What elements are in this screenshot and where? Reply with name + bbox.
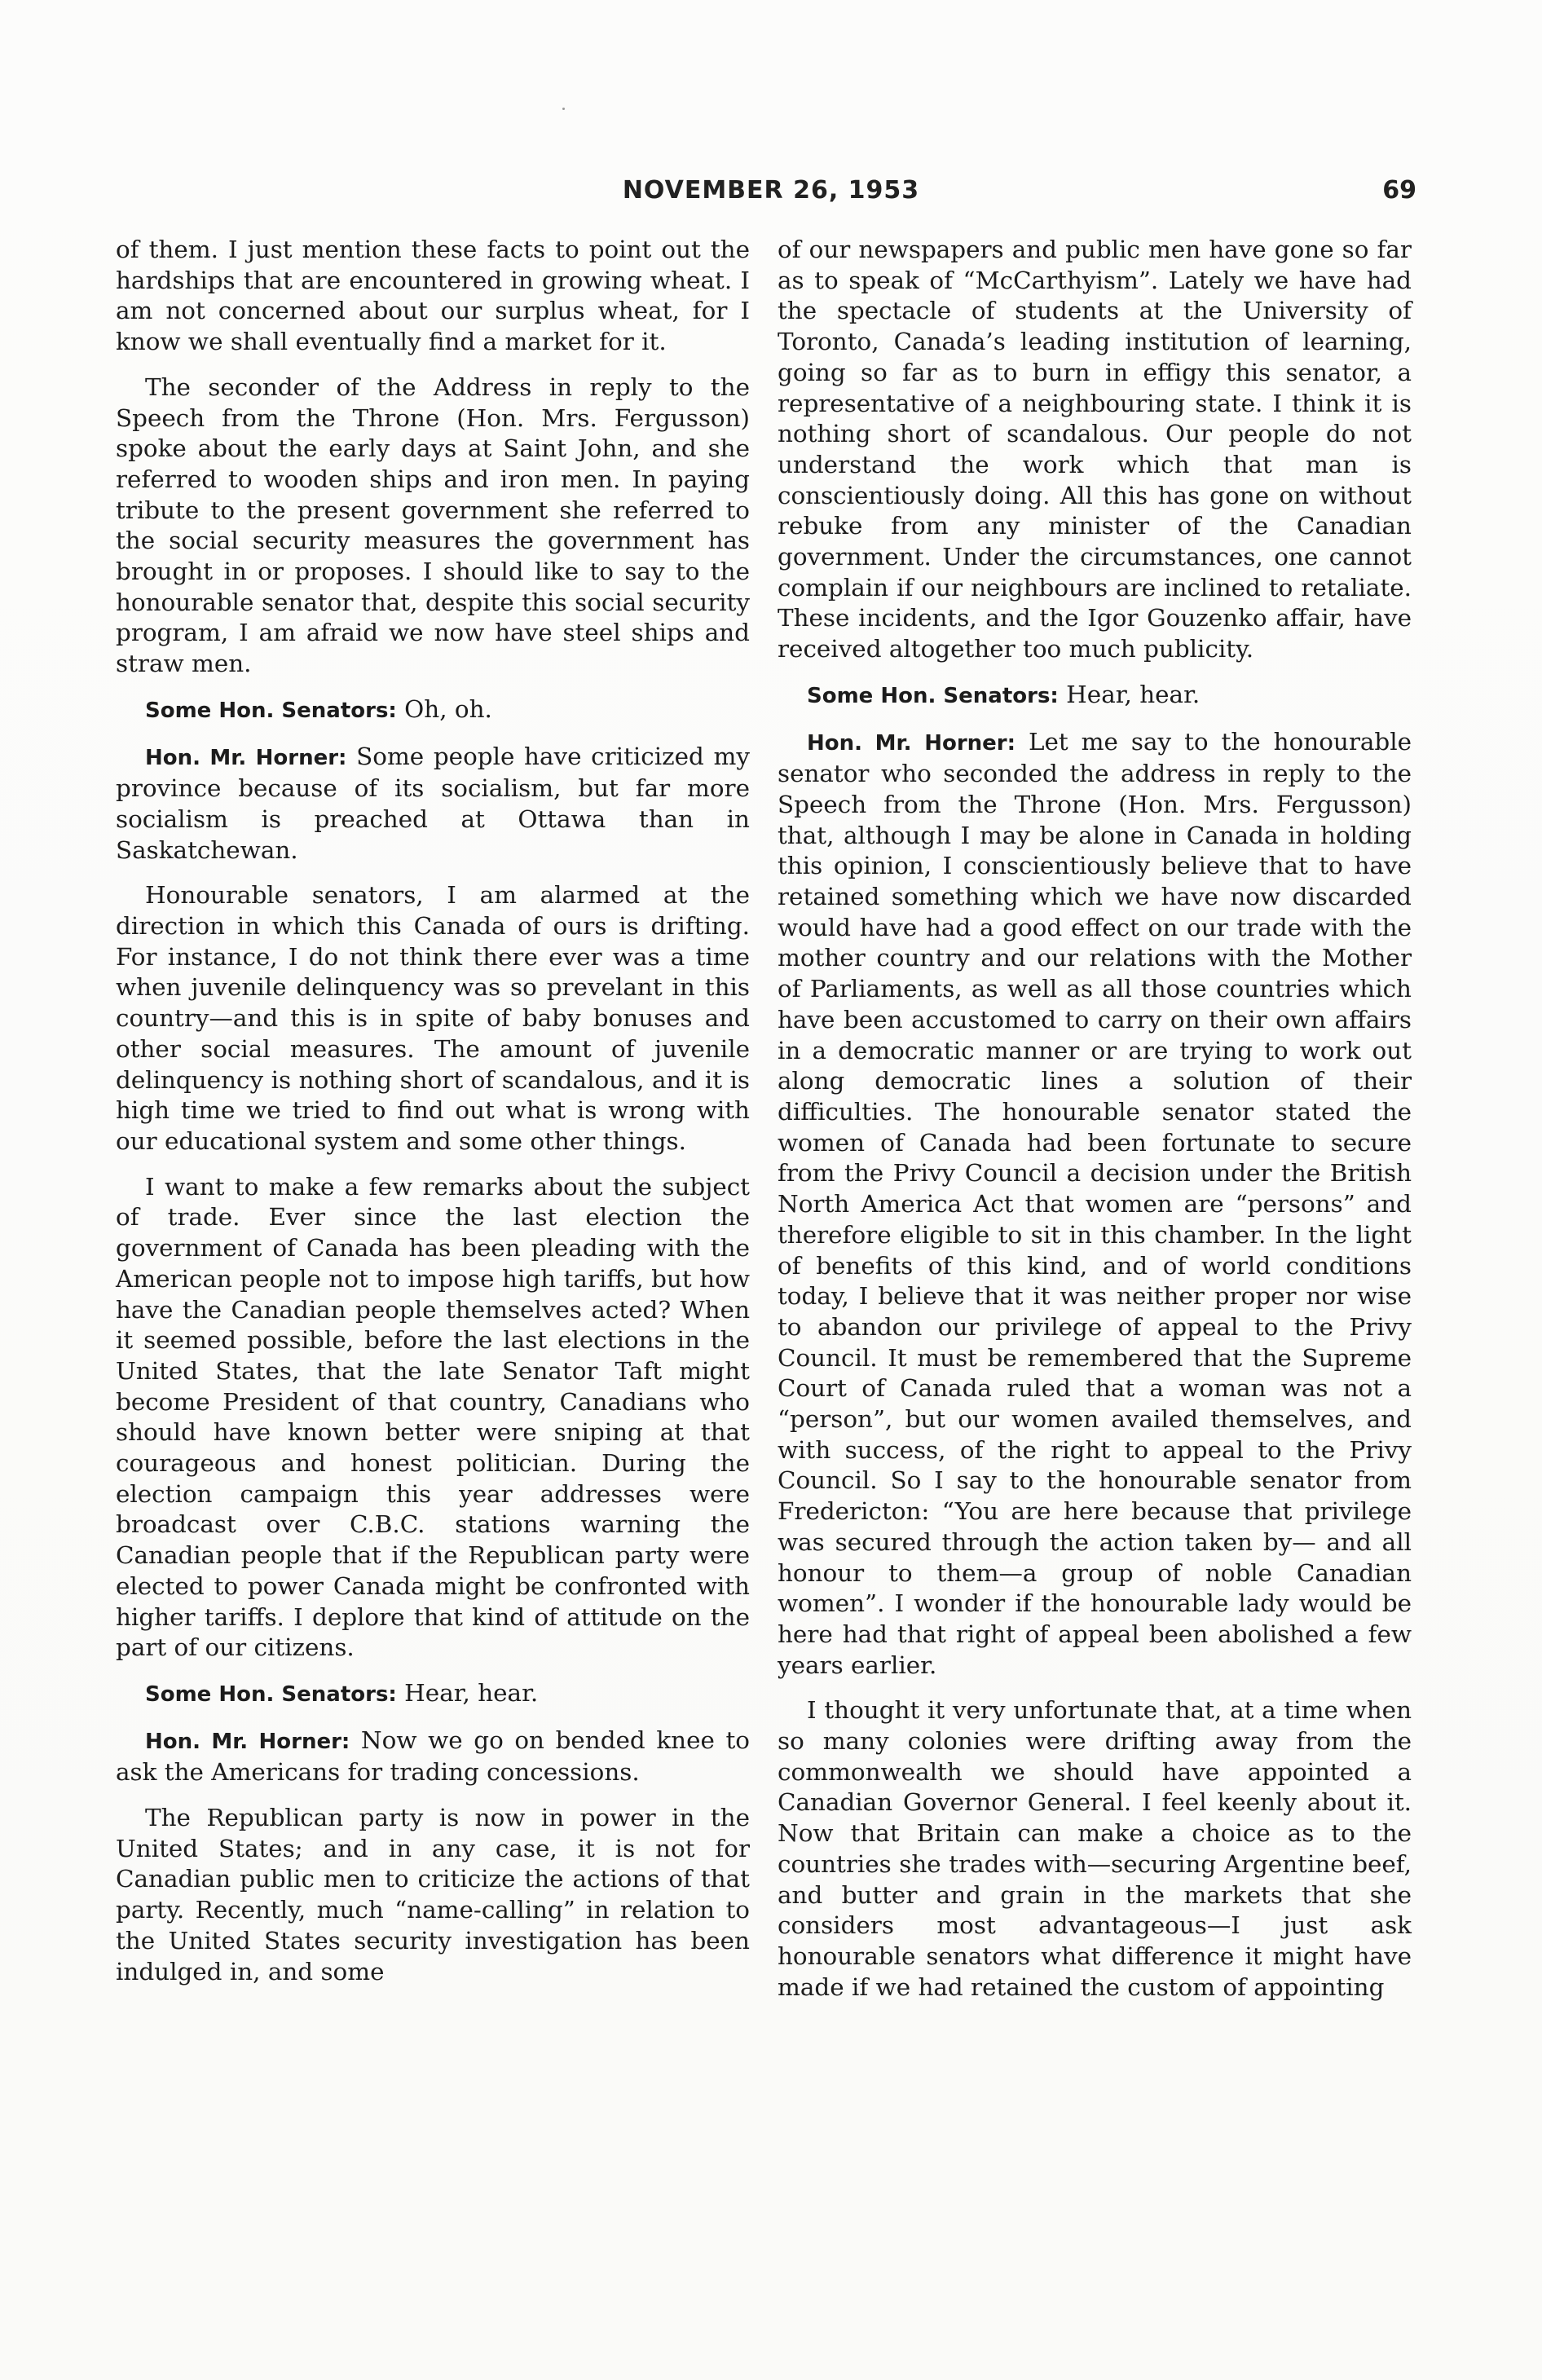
- paragraph: [116, 1803, 750, 1987]
- speech-paragraph: [116, 1726, 750, 1788]
- paragraph-text: of them. I just mention these facts to point out the hardships that are encountered in growing wheat. I am not concerned about our surplus wheat, for I know we shall eventually find a market for it.: [116, 236, 750, 356]
- paragraph: [116, 235, 750, 358]
- speech-paragraph: [116, 1678, 750, 1711]
- speech-text: Hear, hear.: [1066, 680, 1201, 708]
- right-column: [778, 235, 1412, 2017]
- speaker-name: Hon. Mr. Horner:: [807, 730, 1016, 756]
- speech-text: Oh, oh.: [404, 694, 492, 723]
- speech-paragraph: [116, 694, 750, 727]
- speech-text: Some people have criticized my province because of its socialism, but far more socialism is preached at Ottawa than in Saskatchewan.: [116, 742, 750, 864]
- speech-text: Let me say to the honourable senator who seconded the address in reply to the Speech from the Throne (Hon. Mrs. Fergusson) that, although I may be alone in Canada in holding this opinion, I conscientiously believe that to have retained something which we have now discarded would have had a good effect on our trade with the mother country and our relations with the Mother of Parliaments, as well as all those countries which have been accustomed to carry on their own affairs in a democratic manner or are trying to work out along democratic lines a solution of their difficulties. The honourable senator stated the women of Canada had been fortunate to secure from the Privy Council a decision under the British North America Act that women are “persons” and therefore eligible to sit in this chamber. In the light of benefits of this kind, and of world conditions today, I believe that it was neither proper nor wise to abandon our privilege of appeal to the Privy Council. It must be remembered that the Supreme Court of Canada ruled that a woman was not a “person”, but our women availed themselves, and with success, of the right to appeal to the Privy Council. So I say to the honourable senator from Fredericton: “You are here because that privilege was secured through the action taken by— and all honour to them—a group of noble Canadian women”. I wonder if the honourable lady would be here had that right of appeal been abolished a few years earlier.: [778, 727, 1412, 1679]
- speaker-name: Some Hon. Senators:: [145, 1681, 397, 1707]
- speech-paragraph: [116, 742, 750, 866]
- paragraph-text: I want to make a few remarks about the subject of trade. Ever since the last election the government of Canada has been pleading with the American people not to impose high tariffs, but how have the Canadian people themselves acted? When it seemed possible, before the last elections in the United States, that the late Senator Taft might become President of that country, Canadians who should have known better were sniping at that courageous and honest politician. During the election campaign this year addresses were broadcast over C.B.C. stations warning the Canadian people that if the Republican party were elected to power Canada might be confronted with higher tariffs. I deplore that kind of attitude on the part of our citizens.: [116, 1172, 750, 1662]
- paragraph-text: Honourable senators, I am alarmed at the direction in which this Canada of ours is drifting. For instance, I do not think there ever was a time when juvenile delinquency was so prevelant in this country—and this is in spite of baby bonuses and other social measures. The amount of juvenile delinquency is nothing short of scandalous, and it is high time we tried to find out what is wrong with our educational system and some other things.: [116, 881, 750, 1155]
- speaker-name: Hon. Mr. Horner:: [145, 1729, 350, 1754]
- paragraph-text: of our newspapers and public men have gone so far as to speak of “McCarthyism”. Lately we have had the spectacle of students at the University of Toronto, Canada’s leading institution of learning, going so far as to burn in effigy this senator, a representative of a neighbouring state. I think it is nothing short of scandalous. Our people do not understand the work which that man is conscientiously doing. All this has gone on without rebuke from any minister of the Canadian government. Under the circumstances, one cannot complain if our neighbours are inclined to retaliate. These incidents, and the Igor Gouzenko affair, have received altogether too much publicity.: [778, 236, 1412, 663]
- paragraph: [116, 880, 750, 1157]
- paragraph-text: I thought it very unfortunate that, at a time when so many colonies were drifting away from the commonwealth we should have appointed a Canadian Governor General. I feel keenly about it. Now that Britain can make a choice as to the countries she trades with—securing Argentine beef, and butter and grain in the markets that she considers most advantageous—I just ask honourable senators what difference it might have made if we had retained the custom of appointing: [778, 1696, 1412, 2001]
- speaker-name: Hon. Mr. Horner:: [145, 745, 347, 770]
- speaker-name: Some Hon. Senators:: [807, 683, 1059, 708]
- page-number: 69: [1382, 176, 1416, 205]
- scan-speck: [562, 108, 565, 110]
- left-column: [116, 235, 750, 2002]
- speech-paragraph: [778, 680, 1412, 712]
- paragraph: [116, 1172, 750, 1664]
- speech-text: Now we go on bended knee to ask the Americans for trading concessions.: [116, 1726, 750, 1787]
- speech-text: Hear, hear.: [404, 1678, 539, 1707]
- paragraph: [778, 235, 1412, 665]
- page-header-date: NOVEMBER 26, 1953: [622, 176, 920, 205]
- speech-paragraph: [778, 727, 1412, 1681]
- paragraph: [116, 372, 750, 680]
- paragraph-text: The seconder of the Address in reply to the Speech from the Throne (Hon. Mrs. Fergusson) spoke about the early days at Saint John, and she referred to wooden ships and iron men. In paying tribute to the present government she referred to the social security measures the government has brought in or proposes. I should like to say to the honourable senator that, despite this social security program, I am afraid we now have steel ships and straw men.: [116, 372, 750, 678]
- speaker-name: Some Hon. Senators:: [145, 698, 397, 723]
- paragraph-text: The Republican party is now in power in the United States; and in any case, it is not for Canadian public men to criticize the actions of that party. Recently, much “name-calling” in relation to the United States security investigation has been indulged in, and some: [116, 1804, 750, 1986]
- paragraph: [778, 1695, 1412, 2003]
